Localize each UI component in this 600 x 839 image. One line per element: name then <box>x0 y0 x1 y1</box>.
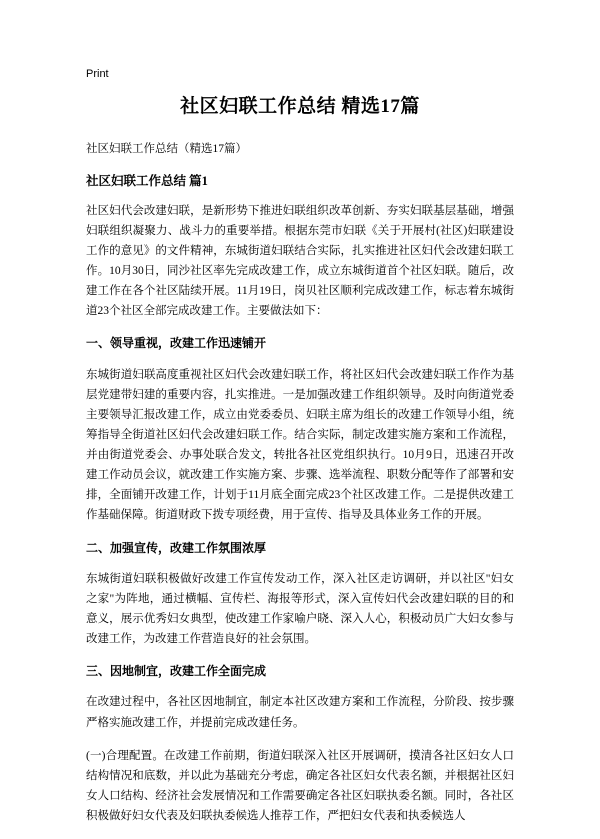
paragraph: 东城街道妇联积极做好改建工作宣传发动工作，深入社区走访调研，并以社区"妇女之家"为阵地，通过横幅、宣传栏、海报等形式，深入宣传妇代会改建妇联的目的和意义，展示优秀妇女典型，使改建工作家喻户晓、深入人心，积极动员广大妇女参与改建工作，为改建工作营造良好的社会氛围。 <box>86 572 514 646</box>
document-body <box>86 94 514 839</box>
section-heading: 三、因地制宜，改建工作全面完成 <box>86 664 267 679</box>
paragraph: 东城街道妇联高度重视社区妇代会改建妇联工作，将社区妇代会改建妇联工作作为基层党建带妇建的重要内容，扎实推进。一是加强改建工作组织领导。及时向街道党委主要领导汇报改建工作，成立由党委委员、妇联主席为组长的改建工作领导小组，统筹指导全街道社区妇代会改建妇联工作。结合实际，制定改建实施方案和工作流程，并由街道党委会、办事处联合发文，转批各社区党组织执行。10月9日，迅速召开改建工作动员会议，就改建工作实施方案、步骤、选举流程、职数分配等作了部署和安排，全面铺开改建工作，计划于11月底全面完成23个社区改建工作。二是提供改建工作基础保障。街道财政下拨专项经费，用于宣传、指导及具体业务工作的开展。 <box>86 368 514 522</box>
page-title: 社区妇联工作总结 精选17篇 <box>180 96 420 117</box>
section-heading: 二、加强宣传，改建工作氛围浓厚 <box>86 540 267 555</box>
paragraph: (一)合理配置。在改建工作前期，街道妇联深入社区开展调研，摸清各社区妇女人口结构情况和底数，并以此为基础充分考虑，确定各社区妇女代表名额，并根据社区妇女人口结构、经济社会发展情况和工作需要确定各社区妇联执委名额。同时，各社区积极做好妇女代表及妇联执委候选人推荐工作，严把妇女代表和执委候选人 <box>86 749 514 823</box>
section-title: 社区妇联工作总结 篇1 <box>86 173 208 188</box>
paragraph: 社区妇代会改建妇联，是新形势下推进妇联组织改革创新、夯实妇联基层基础，增强妇联组织凝聚力、战斗力的重要举措。根据东莞市妇联《关于开展村(社区)妇联建设工作的意见》的文件精神，东城街道妇联结合实际，扎实推进社区妇代会改建妇联工作。10月30日，同沙社区率先完成改建工作，成立东城街道首个社区妇联。随后，改建工作在各个社区陆续开展。11月19日，岗贝社区顺利完成改建工作，标志着东城街道23个社区全部完成改建工作。主要做法如下： <box>86 204 514 318</box>
print-button[interactable]: Print <box>86 68 109 80</box>
section-heading: 一、领导重视，改建工作迅速铺开 <box>86 336 267 351</box>
document-subtitle: 社区妇联工作总结（精选17篇） <box>86 142 247 155</box>
paragraph: 在改建过程中，各社区因地制宜，制定本社区改建方案和工作流程，分阶段、按步骤严格实施改建工作，并提前完成改建任务。 <box>86 696 514 729</box>
